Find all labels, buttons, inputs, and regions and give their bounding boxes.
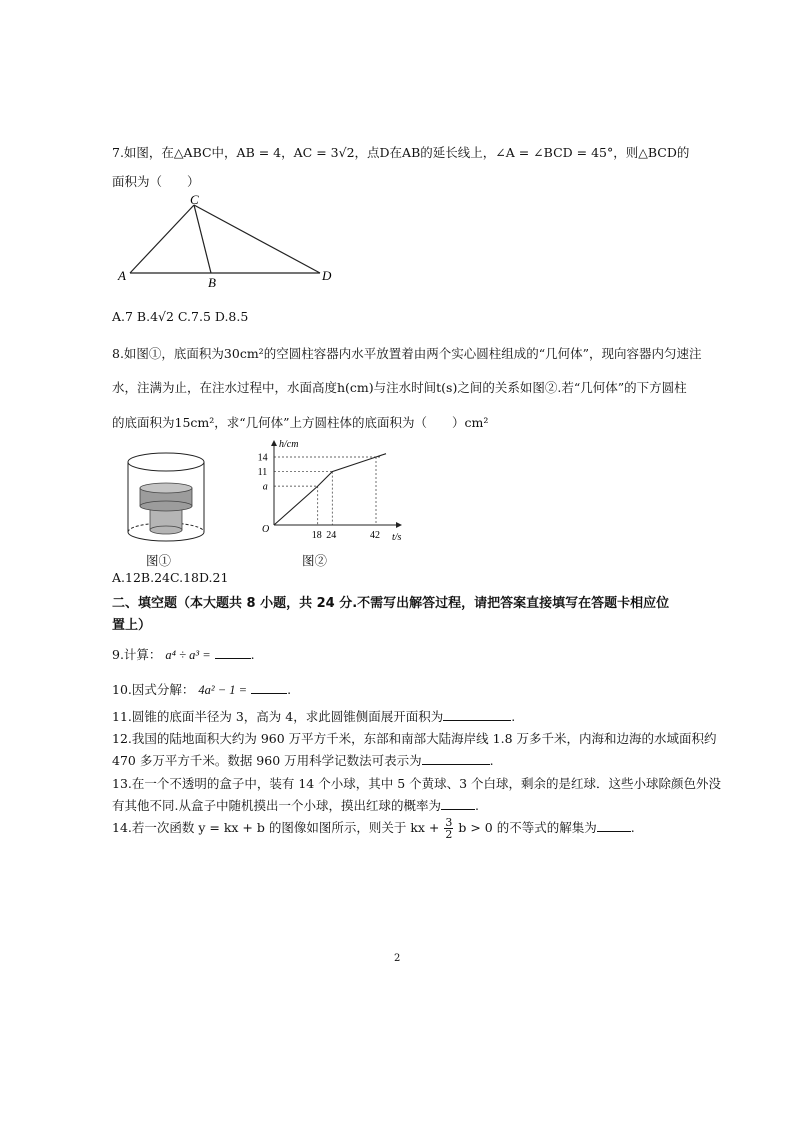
q7-options: A.7 B.4√2 C.7.5 D.8.5 [112, 309, 249, 324]
q12-line1: 12.我国的陆地面积大约为 960 万平方千米，东部和南部大陆海岸线 1.8 万多千米，内海和边海的水域面积约 [112, 731, 717, 746]
segment-cd [194, 205, 320, 273]
q8-line2: 水，注满为止，在注水过程中，水面高度h(cm)与注水时间t(s)之间的关系如图②.若“几何体”的下方圆柱 [112, 380, 687, 395]
q10 [112, 680, 291, 698]
q9-prefix: 9.计算： [112, 647, 162, 662]
q10-suffix: . [287, 682, 292, 697]
q14-frac-numerator: 3 [445, 816, 453, 829]
x-tick-label-42: 42 [370, 530, 380, 541]
label-d: D [322, 268, 332, 283]
y-tick-label-14: 14 [257, 452, 268, 464]
origin-label: O [262, 524, 270, 535]
q8-options: A.12B.24C.18D.21 [112, 570, 229, 585]
x-tick-label-24: 24 [326, 530, 337, 541]
q13-answer-blank[interactable] [441, 797, 475, 810]
y-tick-label-11: 11 [257, 467, 268, 479]
y-axis-label: h/cm [279, 439, 299, 450]
q14-middle: b > 0 的不等式的解集为 [458, 820, 597, 835]
q14-suffix: . [630, 820, 635, 835]
section2-title-line2: 置上） [112, 618, 152, 633]
q8-line1: 8.如图①，底面积为30cm²的空圆柱容器内水平放置着由两个实心圆柱组成的“几何体”，现向容器内匀速注 [112, 346, 702, 361]
x-tick-label-18: 18 [311, 530, 322, 541]
q12-line2 [112, 751, 494, 769]
q13-line1: 13.在一个不透明的盒子中，装有 14 个小球，其中 5 个黄球、3 个白球，剩余的是红球．这些小球除颜色外没 [112, 776, 722, 791]
x-axis-label: t/s [392, 532, 402, 543]
q8-line-chart [255, 436, 405, 548]
q11-answer-blank[interactable] [443, 708, 511, 721]
q11-suffix: . [511, 709, 516, 724]
q14-frac-denominator: 2 [445, 828, 453, 841]
q10-answer-blank[interactable] [251, 681, 287, 694]
chart-tick-labels [258, 453, 380, 542]
q12-suffix: . [489, 753, 494, 768]
label-c: C [190, 192, 199, 207]
q14 [112, 817, 635, 840]
q10-prefix: 10.因式分解： [112, 682, 195, 697]
q14-fraction [444, 817, 453, 840]
y-tick-label-a: a [262, 481, 268, 493]
q8-fig2-caption: 图② [302, 553, 328, 568]
q9-suffix: . [250, 647, 255, 662]
q13-suffix: . [474, 798, 479, 813]
segment-ac [130, 205, 194, 273]
q11-text: 11.圆锥的底面半径为 3，高为 4，求此圆锥侧面展开面积为 [112, 709, 444, 724]
q7-line2: 面积为（ ） [112, 174, 200, 189]
q13-line2 [112, 796, 479, 814]
chart-guides [274, 457, 380, 525]
q10-expression: 4a² − 1 = [198, 683, 248, 697]
q14-prefix: 14.若一次函数 y = kx + b 的图像如图所示，则关于 kx + [112, 820, 440, 835]
label-b: B [208, 275, 216, 290]
q12-answer-blank[interactable] [422, 752, 490, 765]
segment-cb [194, 205, 211, 273]
q9-answer-blank[interactable] [215, 646, 251, 659]
q8-fig1-caption: 图① [146, 553, 172, 568]
section2-title-line1: 二、填空题（本大题共 8 小题，共 24 分.不需写出解答过程，请把答案直接填写在答题卡相应位 [112, 596, 670, 611]
q7-triangle-figure [112, 190, 352, 290]
q8-cylinder-figure [118, 448, 214, 548]
series-line [274, 454, 386, 525]
q8-line3: 的底面积为15cm²，求“几何体”上方圆柱体的底面积为（ ）cm² [112, 415, 489, 430]
q12-text: 470 多万平方千米。数据 960 万用科学记数法可表示为 [112, 753, 422, 768]
page-number: 2 [394, 953, 401, 964]
q7-line1: 7.如图，在△ABC中，AB = 4，AC = 3√2，点D在AB的延长线上，∠A = ∠BCD = 45°，则△BCD的 [112, 145, 690, 160]
q9 [112, 645, 255, 663]
q9-expression: a⁴ ÷ a³ = [165, 648, 211, 662]
label-a: A [118, 268, 126, 283]
q14-answer-blank[interactable] [597, 819, 631, 832]
q13-text: 有其他不同.从盒子中随机摸出一个小球，摸出红球的概率为 [112, 798, 441, 813]
q11 [112, 707, 515, 725]
